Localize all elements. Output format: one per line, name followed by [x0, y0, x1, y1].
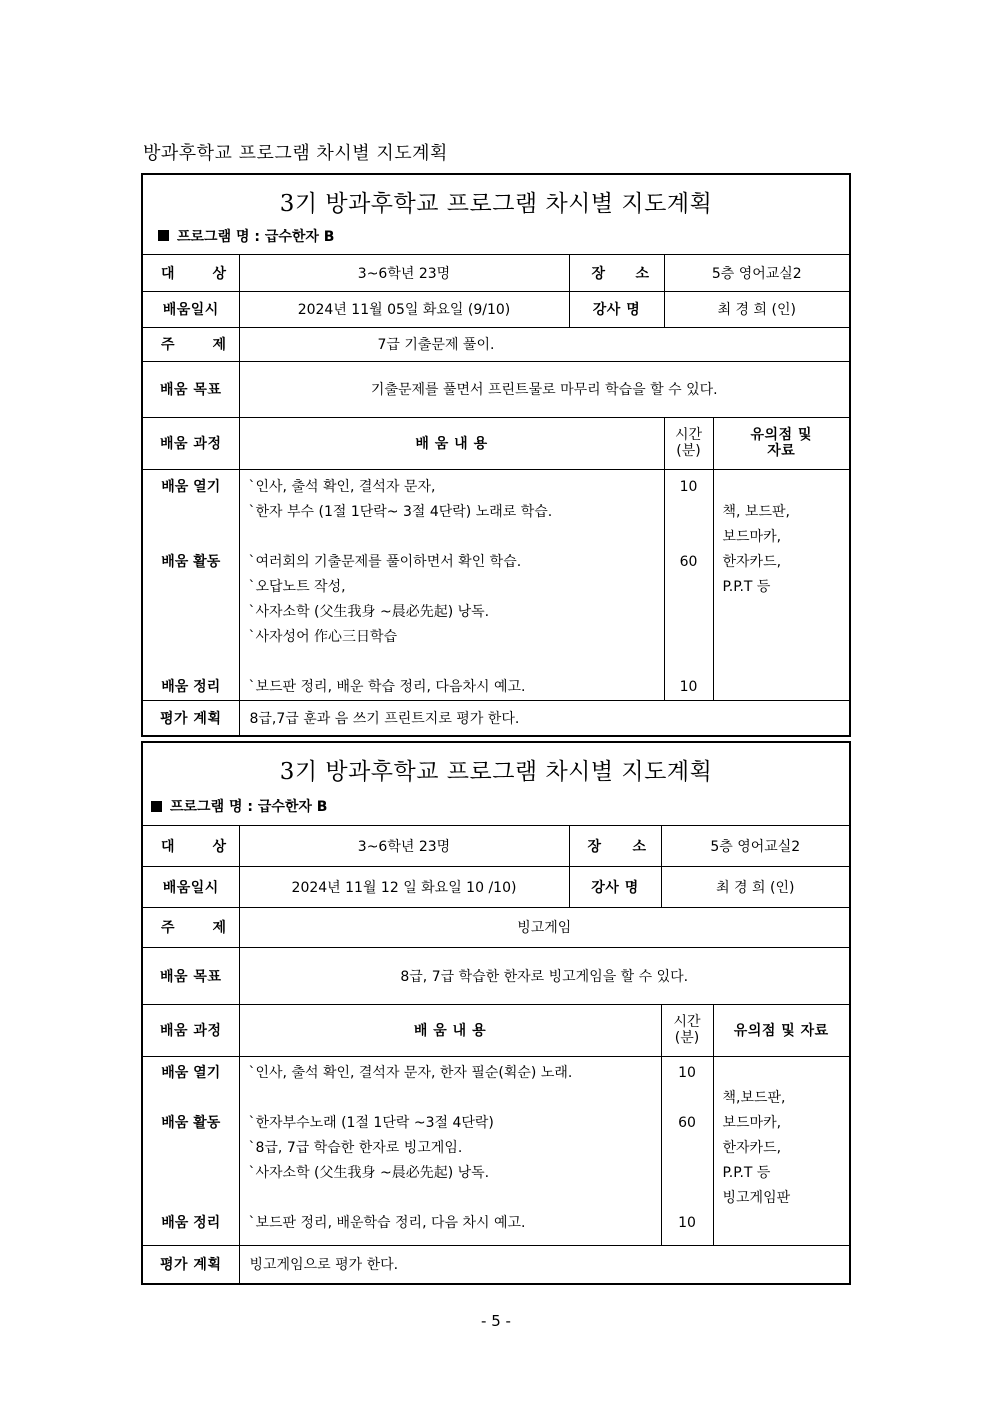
- evaluation-label: 평가 계획: [143, 1245, 239, 1283]
- time-cell: [664, 469, 713, 700]
- evaluation-value: 빙고게임으로 평가 한다.: [239, 1245, 849, 1283]
- content-line: [249, 1086, 661, 1111]
- place-value: 5층 영어교실2: [661, 826, 849, 866]
- process-step: 배움 열기: [161, 478, 221, 495]
- content-line: `여러회의 기출문제를 풀이하면서 확인 학습.: [248, 553, 522, 570]
- teacher-value: 최 경 희 (인): [664, 291, 849, 327]
- process-step: 배움 정리: [161, 678, 221, 695]
- time-value: [665, 600, 713, 625]
- materials-header: 유의점 및 자료: [713, 417, 849, 469]
- content-line: `보드판 정리, 배운학습 정리, 다음 차시 예고.: [248, 1214, 526, 1231]
- content-line: `한자부수노래 (1절 1단락 ~3절 4단락): [248, 1114, 494, 1131]
- page-heading: 방과후학교 프로그램 차시별 지도계획: [143, 143, 448, 164]
- target-label: 대 상: [143, 826, 239, 866]
- place-value: 5층 영어교실2: [664, 255, 849, 291]
- evaluation-label: 평가 계획: [143, 700, 239, 735]
- time-value: [662, 1136, 713, 1161]
- process-header: 배움 과정: [143, 417, 239, 469]
- date-value: 2024년 11월 05일 화요일 (9/10): [239, 291, 569, 327]
- target-value: 3~6학년 23명: [239, 826, 569, 866]
- teacher-label: 강사 명: [569, 866, 661, 907]
- process-header: 배움 과정: [143, 1004, 239, 1056]
- content-line: `8급, 7급 학습한 한자로 빙고게임.: [248, 1139, 463, 1156]
- process-step: [143, 1186, 239, 1211]
- content-line: `보드판 정리, 배운 학습 정리, 다음차시 예고.: [248, 678, 526, 695]
- content-line: `오답노트 작성,: [248, 578, 346, 595]
- process-step: [143, 600, 239, 625]
- date-label: 배움일시: [143, 866, 239, 907]
- place-label: 장 소: [569, 826, 661, 866]
- content-line: `인사, 출석 확인, 결석자 문자, 한자 필순(획순) 노래.: [248, 1064, 573, 1081]
- process-step: 배움 정리: [161, 1214, 221, 1231]
- topic-value: 7급 기출문제 풀이.: [239, 327, 849, 361]
- date-value: 2024년 11월 12 일 화요일 10 /10): [239, 866, 569, 907]
- time-value: [662, 1186, 713, 1211]
- material-line: 보드마카,: [722, 528, 782, 545]
- process-step: [143, 1136, 239, 1161]
- material-line: P.P.T 등: [722, 1164, 771, 1181]
- content-line: [249, 650, 664, 675]
- time-value: 60: [679, 553, 698, 570]
- goal-value: 기출문제를 풀면서 프린트물로 마무리 학습을 할 수 있다.: [239, 361, 849, 417]
- content-line: `사자성어 作心三日학습: [248, 628, 398, 645]
- plan-title: 3기 방과후학교 프로그램 차시별 지도계획: [279, 759, 713, 785]
- time-cell: [661, 1056, 713, 1245]
- process-step: [143, 575, 239, 600]
- target-label: 대 상: [143, 255, 239, 291]
- time-value: [665, 525, 713, 550]
- process-step: [143, 1161, 239, 1186]
- time-value: 10: [678, 1214, 696, 1231]
- process-step: 배움 열기: [161, 1064, 221, 1081]
- time-value: [662, 1086, 713, 1111]
- place-label: 장 소: [569, 255, 664, 291]
- materials-header: 유의점 및 자료: [713, 1004, 849, 1056]
- lesson-plan-1: [141, 173, 851, 737]
- content-line: `사자소학 (父生我身 ~晨必先起) 낭독.: [248, 603, 490, 620]
- lesson-plan-2: [141, 741, 851, 1285]
- material-line: 보드마카,: [722, 1114, 782, 1131]
- goal-label: 배움 목표: [143, 361, 239, 417]
- time-value: 10: [679, 678, 698, 695]
- content-cell: [239, 1056, 661, 1245]
- process-step: [143, 525, 239, 550]
- content-line: `인사, 출석 확인, 결석자 문자,: [248, 478, 436, 495]
- content-line: [249, 1186, 661, 1211]
- topic-label: 주 제: [143, 327, 239, 361]
- material-line: 책, 보드판,: [722, 503, 790, 520]
- content-header: 배 움 내 용: [239, 1004, 661, 1056]
- time-value: 60: [678, 1114, 696, 1131]
- goal-label: 배움 목표: [143, 947, 239, 1004]
- time-value: 10: [678, 1064, 696, 1081]
- materials-cell: [713, 1056, 849, 1245]
- time-value: [665, 650, 713, 675]
- process-step: [143, 625, 239, 650]
- time-value: [665, 500, 713, 525]
- time-value: [665, 575, 713, 600]
- process-step: 배움 활동: [161, 1114, 221, 1131]
- date-label: 배움일시: [143, 291, 239, 327]
- target-value: 3~6학년 23명: [239, 255, 569, 291]
- square-bullet-icon: [158, 230, 169, 241]
- time-value: [665, 625, 713, 650]
- content-line: `사자소학 (父生我身 ~晨必先起) 낭독.: [248, 1164, 490, 1181]
- material-line: 한자카드,: [722, 553, 782, 570]
- process-cell: [143, 1056, 239, 1245]
- topic-label: 주 제: [143, 907, 239, 947]
- material-line: [723, 1061, 850, 1086]
- process-step: 배움 활동: [161, 553, 221, 570]
- process-cell: [143, 469, 239, 700]
- material-line: [723, 475, 850, 500]
- content-line: [249, 525, 664, 550]
- materials-cell: [713, 469, 849, 700]
- material-line: 한자카드,: [722, 1139, 782, 1156]
- material-line: 빙고게임판: [722, 1189, 791, 1206]
- content-header: 배 움 내 용: [239, 417, 664, 469]
- process-step: [143, 1086, 239, 1111]
- time-header: 시간 (분): [664, 417, 713, 469]
- plan-title: 3기 방과후학교 프로그램 차시별 지도계획: [279, 191, 713, 217]
- process-step: [143, 500, 239, 525]
- page-number: - 5 -: [481, 1312, 511, 1330]
- process-step: [143, 650, 239, 675]
- teacher-label: 강사 명: [569, 291, 664, 327]
- content-line: `한자 부수 (1절 1단락~ 3절 4단락) 노래로 학습.: [248, 503, 553, 520]
- time-value: 10: [679, 478, 698, 495]
- time-value: [662, 1161, 713, 1186]
- time-header: 시간 (분): [661, 1004, 713, 1056]
- teacher-value: 최 경 희 (인): [661, 866, 849, 907]
- topic-value: 빙고게임: [239, 907, 849, 947]
- square-bullet-icon: [151, 801, 162, 812]
- program-name: 프로그램 명 : 급수한자 B: [170, 799, 328, 815]
- program-name: 프로그램 명 : 급수한자 B: [177, 228, 335, 245]
- goal-value: 8급, 7급 학습한 한자로 빙고게임을 할 수 있다.: [239, 947, 849, 1004]
- content-cell: [239, 469, 664, 700]
- material-line: 책,보드판,: [722, 1089, 786, 1106]
- evaluation-value: 8급,7급 훈과 음 쓰기 프린트지로 평가 한다.: [239, 700, 849, 735]
- material-line: P.P.T 등: [722, 578, 771, 595]
